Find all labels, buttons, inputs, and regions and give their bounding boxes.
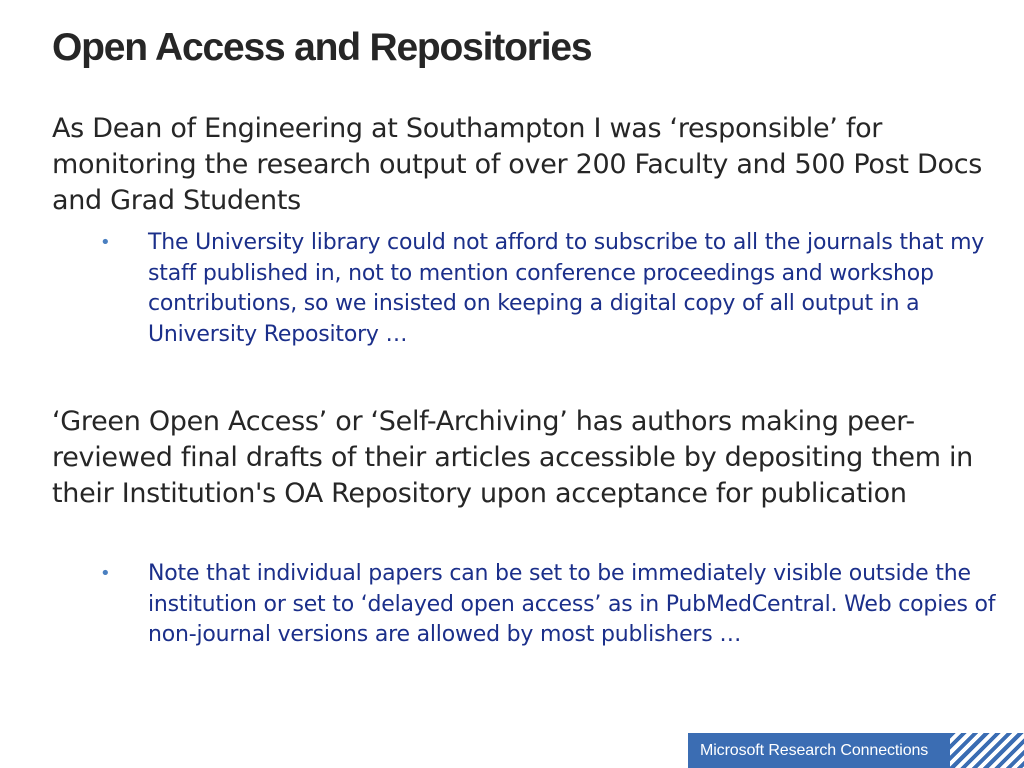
- sub-bullet-visibility: [100, 559, 1005, 651]
- sub-bullet-visibility-text: Note that individual papers can be set to be immediately visible outside the institution or set to ‘delayed open access’ as in PubMedCentral. Web copies of non-journal versions are allowed by most publishers …: [148, 561, 996, 647]
- bullet-icon: •: [100, 563, 111, 584]
- footer-stripes-decoration: [950, 733, 1024, 768]
- paragraph-dean-engineering: As Dean of Engineering at Southampton I was ‘responsible’ for monitoring the research output of over 200 Faculty and 500 Post Docs and Grad Students: [52, 113, 983, 216]
- slide-title: Open Access and Repositories: [52, 26, 592, 69]
- paragraph-green-open-access: ‘Green Open Access’ or ‘Self-Archiving’ has authors making peer-reviewed final drafts of their articles accessible by depositing them in their Institution's OA Repository upon acceptance for publication: [52, 406, 973, 509]
- footer-brand-bar: Microsoft Research Connections: [688, 733, 950, 768]
- sub-bullet-library: [100, 228, 1005, 350]
- bullet-icon: •: [100, 232, 111, 253]
- sub-bullet-library-text: The University library could not afford to subscribe to all the journals that my staff published in, not to mention conference proceedings and workshop contributions, so we insisted on keeping a digital copy of all output in a University Repository …: [148, 230, 985, 347]
